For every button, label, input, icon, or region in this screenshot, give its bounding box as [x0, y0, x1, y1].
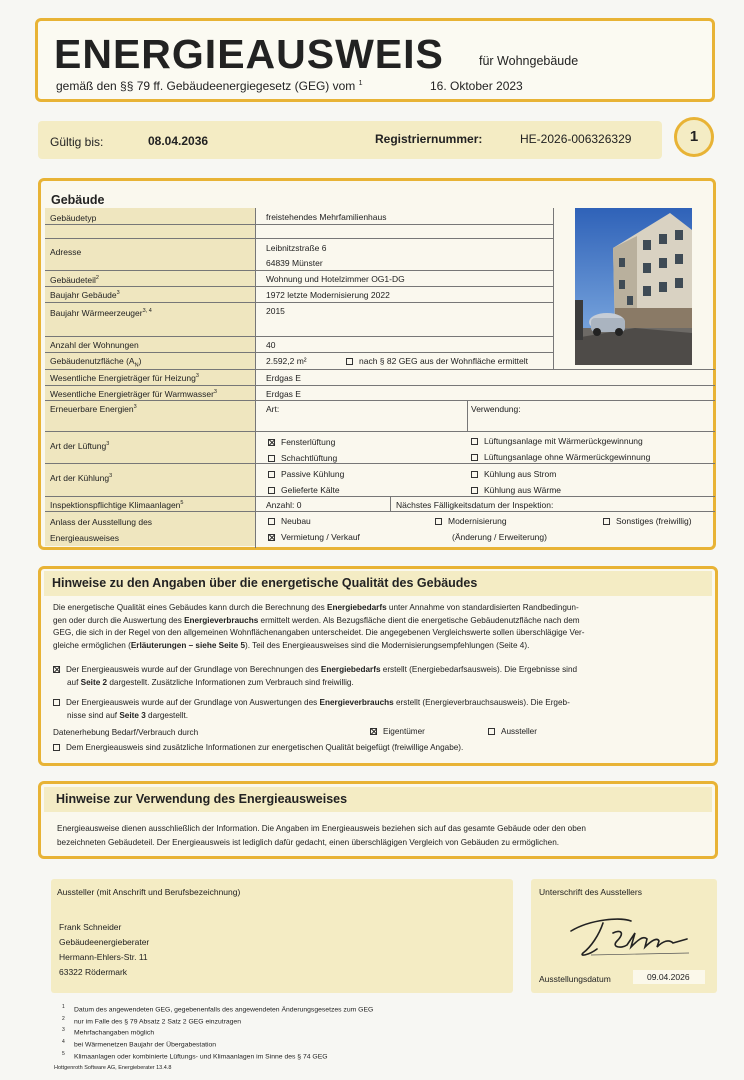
vent-without-recovery[interactable]: Lüftungsanlage ohne Wärmerückgewinnung — [471, 452, 650, 462]
usable-area-checkbox[interactable] — [346, 358, 353, 365]
label-building-part: Gebäudeteil$^2$ — [50, 275, 99, 285]
label-cooling: Art der Kühlung$^3$ — [50, 473, 113, 483]
label-address: Adresse — [50, 247, 82, 257]
cool-delivered[interactable]: Gelieferte Kälte — [268, 485, 340, 495]
value-usable-area: 2.592,2 m² — [266, 356, 307, 366]
cool-electric[interactable]: Kühlung aus Strom — [471, 469, 556, 479]
consumption-option[interactable]: Der Energieausweis wurde auf der Grundlage von Auswertungen des Energieverbrauchs erstellt (Energieverbrauchsausweis). Die Ergeb- nisse sind auf Seite 3 dargestellt. — [53, 697, 713, 722]
value-heater-year: 2015 — [266, 306, 285, 316]
data-collection-label: Datenerhebung Bedarf/Verbrauch durch — [53, 728, 199, 737]
law-reference: gemäß den §§ 79 ff. Gebäudeenergiegesetz (GEG) vom $^1$ — [56, 79, 363, 93]
label-renewables: Erneuerbare Energien$^3$ — [50, 404, 137, 414]
label-construction-year: Baujahr Gebäude$^3$ — [50, 290, 120, 300]
value-hotwater-carrier: Erdgas E — [266, 389, 301, 399]
reason-rent-sale[interactable]: Vermietung / Verkauf — [268, 532, 360, 542]
quality-hints-header — [44, 571, 712, 596]
footnote: $^1$ Datum des angewendeten GEG, gegebenenfalls des angewendeten Änderungsgesetzes zum GEG — [62, 1004, 374, 1014]
issuer-label: Aussteller (mit Anschrift und Berufsbezeichnung) — [57, 887, 241, 897]
building-photo — [575, 208, 692, 365]
issue-date-field — [633, 970, 705, 984]
valid-until-label: Gültig bis: — [50, 135, 104, 149]
owner-checkbox[interactable] — [370, 728, 377, 735]
reason-other-checkbox[interactable] — [603, 518, 610, 525]
ac-count: Anzahl: 0 — [266, 500, 302, 510]
demand-option-checkbox[interactable] — [53, 666, 60, 673]
ac-next-inspection: Nächstes Fälligkeitsdatum der Inspektion: — [396, 500, 554, 510]
usable-area-option[interactable]: nach § 82 GEG aus der Wohnfläche ermittelt — [346, 356, 552, 366]
software-credit: Hottgenroth Software AG, Energieberater 13.4.8 — [54, 1065, 172, 1071]
quality-paragraph — [53, 602, 713, 652]
issuer-box — [51, 879, 513, 993]
issue-date: 09.04.2026 — [647, 972, 690, 982]
building-photo-graphic — [575, 208, 692, 365]
demand-option[interactable]: Der Energieausweis wurde auf der Grundlage von Berechnungen des Energiebedarfs erstellt (Energiebedarfsausweis). Die Ergebnisse sind auf Seite 2 dargestellt. Zusätzliche Informationen zum Verbrauch sind freiwillig. — [53, 664, 713, 689]
cool-passive-checkbox[interactable] — [268, 471, 275, 478]
quality-hints-heading: Hinweise zu den Angaben über die energetische Qualität des Gebäudes — [52, 576, 478, 590]
quality-line: gen oder durch die Auswertung des Energieverbrauchs ermittelt werden. Als Bezugsfläche dient die energetische Gebäudenutzfläche nach dem — [53, 615, 580, 625]
cool-passive[interactable]: Passive Kühlung — [268, 469, 344, 479]
vent-shaft[interactable]: Schachtlüftung — [268, 453, 337, 463]
signature-image — [561, 911, 701, 961]
label-heater-year: Baujahr Wärmeerzeuger$^{3, 4}$ — [50, 308, 152, 318]
label-reason-1: Anlass der Ausstellung des — [50, 517, 153, 527]
usage-line: bezeichneten Gebäudeteil. Der Energieausweis ist lediglich dafür gedacht, einen überschlägigen Vergleich von Gebäuden zu ermöglichen. — [57, 838, 560, 847]
vent-with-recovery-checkbox[interactable] — [471, 438, 478, 445]
validity-bar — [38, 121, 662, 159]
extra-info-checkbox[interactable] — [53, 744, 60, 751]
header-box — [35, 18, 715, 102]
footnote: $^2$ nur im Falle des § 79 Absatz 2 Satz 2 GEG einzutragen — [62, 1015, 241, 1025]
document-title: ENERGIEAUSWEIS — [54, 31, 444, 77]
quality-line: Die energetische Qualität eines Gebäudes kann durch die Berechnung des Energiebedarfs unter Annahme von standardisierten Randbedingun- — [53, 603, 579, 612]
reason-other[interactable]: Sonstiges (freiwillig) — [603, 516, 692, 526]
value-construction-year: 1972 letzte Modernisierung 2022 — [266, 290, 390, 300]
footnote: $^3$ Mehrfachangaben möglich — [62, 1027, 155, 1037]
value-apartment-count: 40 — [266, 340, 276, 350]
issuer-checkbox[interactable] — [488, 728, 495, 735]
registration-label: Registriernummer: — [375, 132, 483, 146]
extra-info-option[interactable]: Dem Energieausweis sind zusätzliche Informationen zur energetischen Qualität beigefügt (freiwillige Angabe). — [53, 743, 463, 752]
reason-modernization[interactable]: Modernisierung — [435, 516, 507, 526]
footnote: $^5$ Klimaanlagen oder kombinierte Lüftungs- und Klimaanlagen im Sinne des § 74 GEG — [62, 1050, 328, 1060]
label-apartment-count: Anzahl der Wohnungen — [50, 340, 139, 350]
usage-hints-heading: Hinweise zur Verwendung des Energieausweises — [56, 792, 348, 806]
renewables-type: Art: — [266, 404, 280, 414]
issuer-line: 63322 Rödermark — [59, 967, 128, 977]
label-ac: Inspektionspflichtige Klimaanlagen$^5$ — [50, 500, 184, 510]
cool-heat[interactable]: Kühlung aus Wärme — [471, 485, 561, 495]
signature-label: Unterschrift des Ausstellers — [539, 887, 642, 897]
issuer-line: Frank Schneider — [59, 922, 122, 932]
label-usable-area: Gebäudenutzfläche $(A_N)$ — [50, 356, 142, 369]
signature-box — [531, 879, 717, 993]
value-street: Leibnitzstraße 6 — [266, 243, 327, 253]
label-building-type: Gebäudetyp — [50, 213, 97, 223]
valid-until-date: 08.04.2036 — [148, 134, 209, 148]
building-heading: Gebäude — [51, 193, 105, 207]
page-number: 1 — [689, 128, 699, 145]
issue-date-label: Ausstellungsdatum — [539, 974, 611, 984]
registration-number: HE-2026-006326329 — [520, 132, 632, 146]
consumption-option-checkbox[interactable] — [53, 699, 60, 706]
collected-by-issuer[interactable]: Aussteller — [488, 727, 537, 736]
footnote: $^4$ bei Wärmenetzen Baujahr der Übergabestation — [62, 1039, 217, 1049]
vent-shaft-checkbox[interactable] — [268, 455, 275, 462]
document-subtitle: für Wohngebäude — [479, 54, 579, 68]
cool-delivered-checkbox[interactable] — [268, 487, 275, 494]
vent-without-recovery-checkbox[interactable] — [471, 454, 478, 461]
label-hotwater-carrier: Wesentliche Energieträger für Warmwasser$^3$ — [50, 389, 217, 399]
vent-window[interactable]: Fensterlüftung — [268, 437, 335, 447]
value-building-part: Wohnung und Hotelzimmer OG1-DG — [266, 274, 405, 284]
vent-window-checkbox[interactable] — [268, 439, 275, 446]
label-reason-2: Energieausweises — [50, 533, 119, 543]
value-city: 64839 Münster — [266, 258, 323, 268]
page-number-circle — [674, 117, 714, 157]
usage-line: Energieausweise dienen ausschließlich der Information. Die Angaben im Energieausweis beziehen sich auf das gesamte Gebäude oder den oben — [57, 824, 586, 833]
quality-line: gleiche ermöglichen (Erläuterungen – siehe Seite 5). Teil des Energieausweises sind die Modernisierungsempfehlungen (Seite 4). — [53, 640, 530, 650]
cool-electric-checkbox[interactable] — [471, 471, 478, 478]
value-building-type: freistehendes Mehrfamilienhaus — [266, 212, 387, 222]
value-heating-carrier: Erdgas E — [266, 373, 301, 383]
reason-modernization-checkbox[interactable] — [435, 518, 442, 525]
vent-with-recovery[interactable]: Lüftungsanlage mit Wärmerückgewinnung — [471, 436, 643, 446]
issuer-line: Hermann-Ehlers-Str. 11 — [59, 952, 148, 962]
law-date: 16. Oktober 2023 — [430, 79, 523, 93]
label-heating-carrier: Wesentliche Energieträger für Heizung$^3$ — [50, 373, 199, 383]
usage-paragraph — [57, 822, 707, 850]
reason-new-checkbox[interactable] — [268, 518, 275, 525]
reason-change: (Änderung / Erweiterung) — [452, 532, 547, 542]
renewables-usage: Verwendung: — [471, 404, 521, 414]
reason-rent-sale-checkbox[interactable] — [268, 534, 275, 541]
cool-heat-checkbox[interactable] — [471, 487, 478, 494]
label-ventilation: Art der Lüftung$^3$ — [50, 441, 110, 451]
reason-new[interactable]: Neubau — [268, 516, 311, 526]
collected-by-owner[interactable]: Eigentümer — [370, 727, 425, 736]
footnotes — [62, 1003, 373, 1061]
issuer-line: Gebäudeenergieberater — [59, 937, 150, 947]
quality-line: GEG, die sich in der Regel von den allgemeinen Wohnflächenangaben unterscheidet. Die angegebenen Vergleichswerte sollen überschlägige Ver- — [53, 628, 585, 638]
usage-hints-header — [44, 787, 712, 812]
